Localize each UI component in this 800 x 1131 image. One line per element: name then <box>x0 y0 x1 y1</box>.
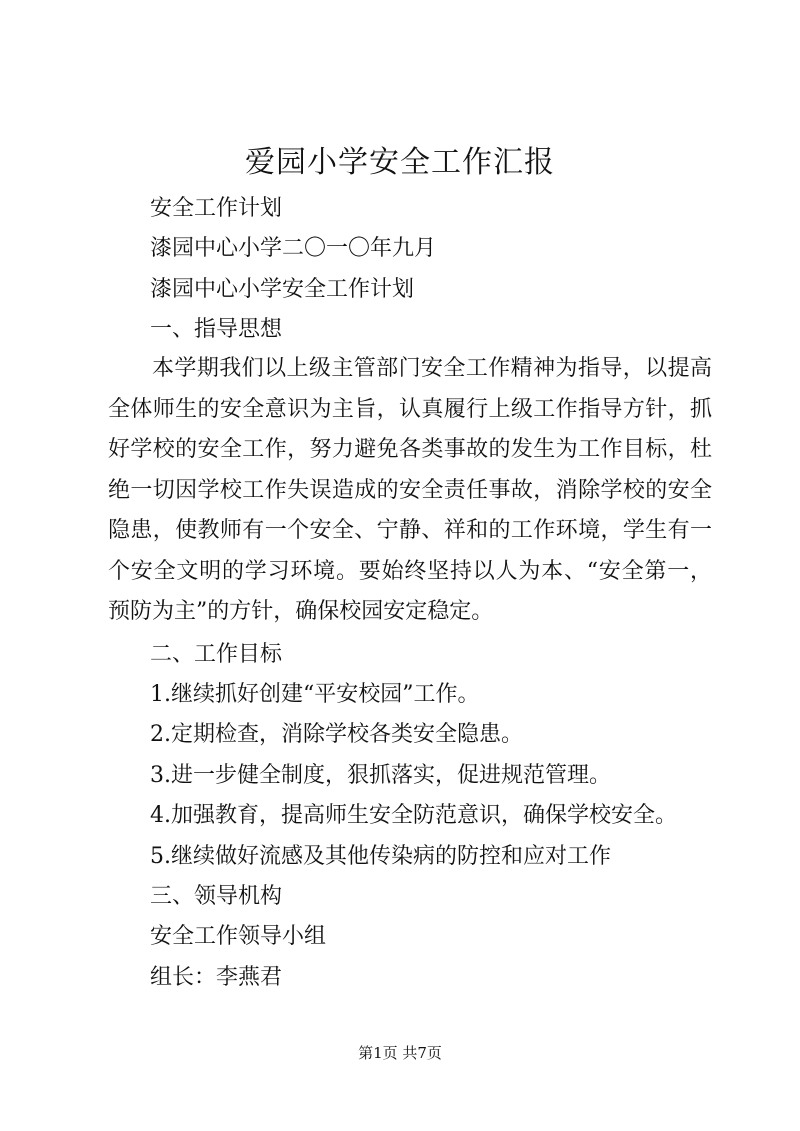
goal-item-3: 3.进一步健全制度，狠抓落实，促进规范管理。 <box>150 763 611 788</box>
guiding-thought-paragraph: 本学期我们以上级主管部门安全工作精神为指导，以提高全体师生的安全意识为主旨，认真履行上级工作指导方针，抓好学校的安全工作，努力避免各类事故的发生为工作目标，杜绝一切因学校工作失误造成的安全责任事故，消除学校的安全隐患，使教师有一个安全、宁静、祥和的工作环境，学生有一个安全文明的学习环境。要始终坚持以人为本、“安全第一，预防为主”的方针，确保校园安定稳定。 <box>108 356 712 624</box>
group-leader: 组长：李燕君 <box>150 965 283 990</box>
goal-item-5: 5.继续做好流感及其他传染病的防控和应对工作 <box>150 844 611 869</box>
school-date-line: 漆园中心小学二〇一〇年九月 <box>150 236 437 261</box>
section-heading-leadership: 三、领导机构 <box>150 884 283 909</box>
plan-subtitle: 漆园中心小学安全工作计划 <box>150 277 415 302</box>
goal-item-4: 4.加强教育，提高师生安全防范意识，确保学校安全。 <box>150 803 677 828</box>
page-number: 第1页 共7页 <box>358 1044 442 1062</box>
leadership-group-name: 安全工作领导小组 <box>150 924 327 949</box>
goal-item-1: 1.继续抓好创建“平安校园”工作。 <box>150 682 480 707</box>
section-heading-work-goals: 二、工作目标 <box>150 642 283 667</box>
plan-heading: 安全工作计划 <box>150 196 283 221</box>
document-title: 爱园小学安全工作汇报 <box>245 145 555 180</box>
section-heading-guiding-thought: 一、指导思想 <box>150 317 283 342</box>
goal-item-2: 2.定期检查，消除学校各类安全隐患。 <box>150 722 523 747</box>
